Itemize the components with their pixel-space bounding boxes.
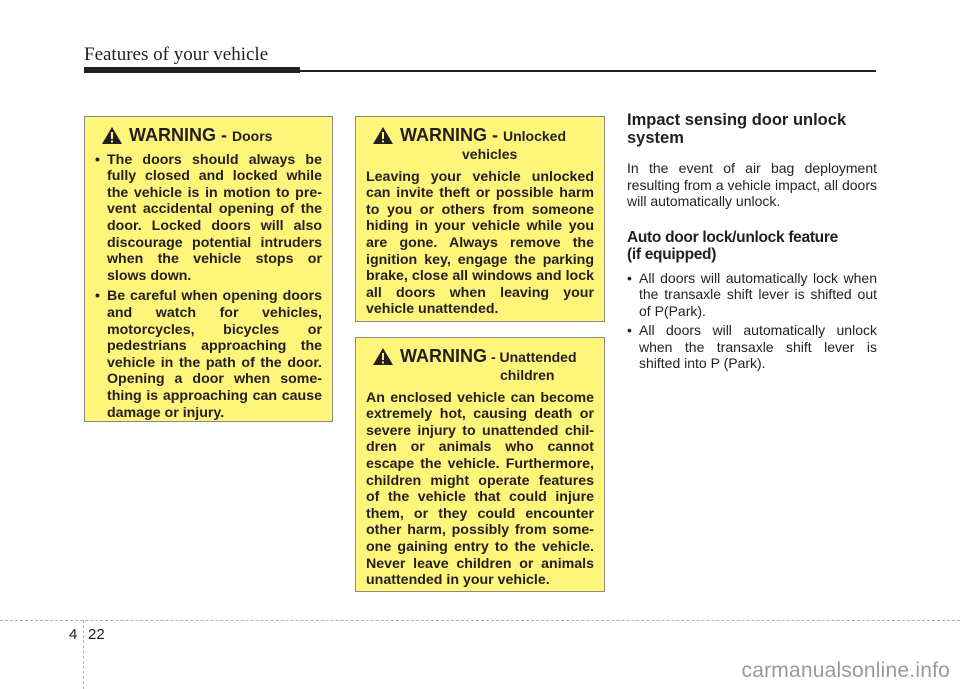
section-title-impact-unlock: Impact sensing door unlock system	[627, 111, 847, 147]
warning-topic: - Unattended	[490, 349, 577, 365]
list-item: • All doors will automatically unlock when the transaxle shift lever is shifted into P (Park).	[627, 322, 877, 372]
chapter-number: 4	[69, 626, 78, 643]
header-title: Features of your vehicle	[84, 44, 269, 65]
section-paragraph: In the event of air bag deployment resulting from a vehicle impact, all doors will automatically unlock.	[627, 160, 877, 209]
page-number: 22	[88, 626, 105, 643]
right-column	[627, 111, 877, 375]
warning-box-doors	[84, 116, 333, 422]
warning-topic: Doors	[232, 128, 273, 144]
warning-triangle-icon	[101, 126, 123, 145]
footer-vertical-divider	[83, 620, 84, 689]
list-item: • Be careful when opening doors and watch for vehicles, motorcycles, bicycles or pedestrians approaching the vehicle in the path of the door. Opening a door when some- thing is approaching can cause damage or injury.	[95, 288, 322, 421]
section-title-auto-door-lock	[627, 229, 877, 263]
warning-label: WARNING -	[129, 125, 232, 145]
watermark: carmanualsonline.info	[741, 659, 950, 682]
warning-box-unlocked-vehicles	[355, 116, 605, 322]
list-item: • The doors should always be fully closed and locked while the vehicle is in motion to pre- vent accidental opening of the door. Locked doors will also discourage potential intruders when the vehicle stops or slows down.	[95, 152, 322, 285]
warning-heading	[372, 125, 594, 163]
warning-topic: Unlocked	[503, 128, 567, 144]
header-rule-thin	[300, 70, 876, 72]
section-title-line: Auto door lock/unlock feature	[627, 228, 838, 246]
footer-divider	[0, 620, 960, 621]
warning-text: Leaving your vehicle unlocked can invite theft or possible harm to you or others from someone hiding in your vehicle while you are gone. Always remove the ignition key, engage the parking brake, close all windows and lock all doors when leaving your vehicle unattended.	[366, 168, 594, 318]
warning-label: WARNING	[400, 346, 487, 366]
warning-triangle-icon	[372, 126, 394, 145]
auto-lock-bullet-list	[627, 270, 877, 372]
warning-heading	[372, 346, 594, 384]
warning-triangle-icon	[372, 347, 394, 366]
warning-bullet-list	[95, 152, 322, 422]
list-item: • All doors will automatically lock when the transaxle shift lever is shifted out of P(Park).	[627, 270, 877, 320]
warning-heading	[101, 125, 322, 146]
warning-topic-continued: children	[500, 366, 555, 383]
header-rule-thick	[84, 67, 300, 73]
warning-label: WARNING -	[400, 125, 503, 145]
section-title-line: (if equipped)	[627, 245, 717, 263]
warning-text: An enclosed vehicle can become extremely hot, causing death or severe injury to unattended chil- dren or animals who cannot escape the vehicle. Furthermore, children might operate features of the vehicle that could injure them, or they could encounter other harm, possibly from some- one gaining entry to the vehicle. Never leave children or animals unattended in your vehicle.	[366, 389, 594, 589]
warning-topic-continued: vehicles	[462, 145, 518, 162]
warning-box-unattended-children	[355, 337, 605, 592]
